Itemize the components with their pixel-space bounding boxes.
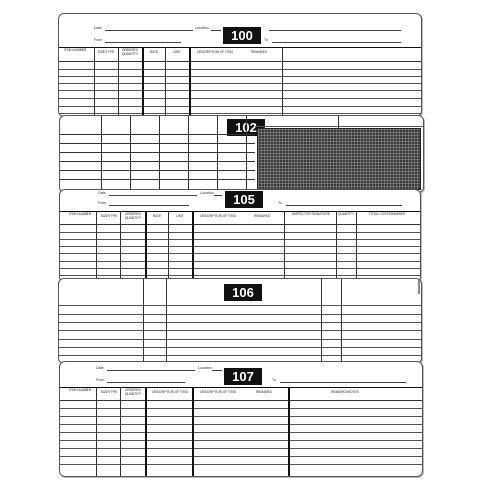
form-105 [59,189,421,283]
column-divider [120,211,121,282]
column-divider [341,279,342,363]
right-field-1[interactable] [269,30,401,31]
table-row[interactable] [59,314,421,315]
table-top-rule [60,387,422,388]
table-row[interactable] [60,456,422,457]
column-header: REMARKS [254,214,270,218]
column-header: ITEM NUMBER [63,48,87,52]
table-row[interactable] [59,76,421,77]
column-header: INSPECTOR SIGNATURE [292,212,330,216]
column-divider [321,279,322,363]
column-divider [192,211,194,282]
column-header: REMARKS/NOTES [331,390,359,394]
column-divider [118,47,119,116]
date-field[interactable] [109,195,197,196]
table-row[interactable] [60,448,422,449]
column-header: REMARKS [256,390,272,394]
to-label: To [272,378,276,382]
column-divider [101,116,102,192]
form-102 [59,115,424,193]
to-label: To [278,201,282,205]
table-row[interactable] [60,424,422,425]
table-row[interactable] [59,106,421,107]
from-field[interactable] [109,205,189,206]
table-row[interactable] [60,440,422,441]
header-rule [60,400,422,401]
column-divider [166,279,167,363]
form-number-badge: 106 [224,284,262,301]
column-divider [165,47,166,116]
header-rule [60,224,420,225]
table-row[interactable] [59,347,421,348]
table-row[interactable] [59,355,421,356]
column-header: RATE [149,50,159,54]
form-107 [59,361,423,477]
column-header: QUANTITY [338,212,355,216]
column-divider [246,116,247,192]
column-header: DESCRIPTION OF ITEM [197,50,233,54]
column-divider [130,116,131,192]
table-row[interactable] [59,69,421,70]
table-row[interactable] [60,134,255,135]
table-row[interactable] [60,268,420,269]
table-row[interactable] [60,275,420,276]
column-divider [142,47,144,116]
form-number-badge: 107 [224,368,262,385]
to-field[interactable] [286,205,402,206]
table-row[interactable] [60,416,422,417]
location-label: Location [195,26,209,30]
table-row[interactable] [60,432,422,433]
location-label: Location [200,191,214,195]
column-header: ORDERED QUANTITY [121,48,139,56]
form-number-badge: 100 [223,27,261,44]
grid-divider [338,116,339,128]
column-divider [192,387,194,476]
table-row[interactable] [60,143,255,144]
column-header: DESCRIPTION OF ITEM [152,390,188,394]
date-label: Date [94,26,102,30]
from-label: From [94,38,103,42]
form-number-badge: 102 [227,119,265,136]
header-rule [59,61,421,62]
column-header: SIZE/TYPE [100,390,118,394]
form-106 [58,278,422,364]
column-header: ITEM NUMBER [68,212,92,216]
column-divider [120,387,121,476]
column-header: ITEM NUMBER [68,388,92,392]
column-header: DESCRIPTION OF ITEM [200,214,236,218]
date-field[interactable] [105,30,193,31]
column-divider [168,211,169,282]
date-field[interactable] [107,370,195,371]
binder-tab [418,280,420,294]
column-header: DESCRIPTION OF ITEM [200,390,236,394]
column-divider [356,211,357,282]
form-number-badge: 105 [225,191,263,208]
table-top-rule [59,47,421,48]
column-divider [217,116,218,192]
table-top-rule [60,211,420,212]
column-divider [188,116,189,192]
table-row[interactable] [59,113,421,114]
table-row[interactable] [59,90,421,91]
table-row[interactable] [59,305,421,306]
column-header: UNIT [173,50,181,54]
graph-paper-grid[interactable] [257,128,421,190]
column-divider [94,47,95,116]
column-header: RATE [152,214,162,218]
date-label: Date [98,191,106,195]
column-divider [282,47,283,116]
table-row[interactable] [60,464,422,465]
to-field[interactable] [272,42,401,43]
column-divider [288,387,290,476]
column-header: REMARKS [251,50,267,54]
location-field[interactable] [212,370,222,371]
column-header: UNIT [176,214,184,218]
from-field[interactable] [105,42,181,43]
column-divider [336,211,337,282]
column-divider [96,211,97,282]
table-row[interactable] [60,246,420,247]
table-row[interactable] [60,161,255,162]
from-field[interactable] [107,382,185,383]
from-label: From [96,378,105,382]
form-100 [58,13,422,117]
column-header: ORDERED QUANTITY [124,388,142,396]
table-row[interactable] [60,408,422,409]
table-row[interactable] [59,83,421,84]
table-row[interactable] [59,330,421,331]
location-field[interactable] [211,30,221,31]
column-divider [143,279,144,363]
date-label: Date [96,366,104,370]
table-row[interactable] [60,232,420,233]
table-row[interactable] [60,170,255,171]
table-row[interactable] [60,152,255,153]
column-divider [145,387,147,476]
table-row[interactable] [59,322,421,323]
column-header: SIZE/TYPE [100,214,118,218]
table-row[interactable] [60,253,420,254]
column-divider [189,47,191,116]
grid-top-rule [255,126,423,127]
column-divider [96,387,97,476]
column-header: SIZE/TYPE [97,50,115,54]
column-divider [284,211,285,282]
location-field[interactable] [214,195,222,196]
to-field[interactable] [280,382,406,383]
to-label: To [264,38,268,42]
column-divider [159,116,160,192]
table-row[interactable] [60,179,255,180]
table-row[interactable] [60,239,420,240]
from-label: From [98,201,107,205]
table-row[interactable] [59,339,421,340]
column-divider [145,211,147,282]
column-header: TOTAL COST/REMARKS [368,212,406,216]
table-row[interactable] [60,261,420,262]
column-header: ORDERED QUANTITY [124,212,142,220]
table-row[interactable] [59,98,421,99]
location-label: Location [198,366,212,370]
